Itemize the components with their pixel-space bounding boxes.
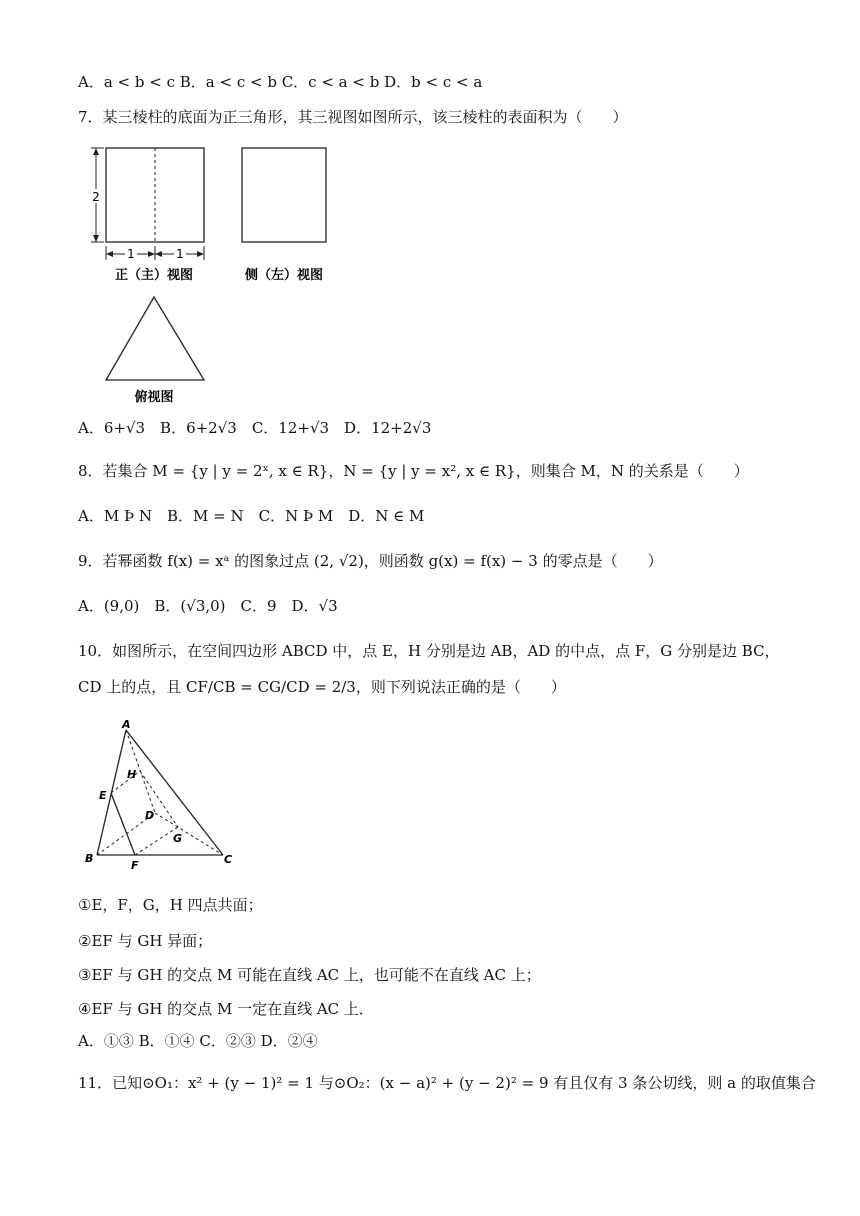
label-E: E bbox=[99, 789, 107, 802]
edge-DC bbox=[155, 813, 223, 855]
side-view-label: 侧（左）视图 bbox=[244, 268, 324, 283]
q8-stem-text: 8．若集合 M = {y | y = 2ˣ, x ∈ R}，N = {y | y = x², x ∈ R}，则集合 M，N 的关系是（ ） bbox=[78, 462, 749, 480]
label-G: G bbox=[173, 832, 183, 845]
q7-options-text: A．6+√3 B．6+2√3 C．12+√3 D．12+2√3 bbox=[78, 419, 432, 437]
q8-stem bbox=[78, 460, 749, 482]
q10-stem-2 bbox=[78, 676, 566, 698]
dim-left-label: 1 bbox=[127, 247, 135, 261]
q10-stem bbox=[78, 640, 780, 662]
q10-stem-text: 10．如图所示，在空间四边形 ABCD 中，点 E，H 分别是边 AB，AD 的中点，点 F，G 分别是边 BC， bbox=[78, 642, 780, 660]
top-view-triangle bbox=[106, 297, 204, 380]
q10-s1-text: ①E，F，G，H 四点共面； bbox=[78, 896, 263, 914]
edge-EF bbox=[111, 793, 135, 855]
q10-statement-4 bbox=[78, 998, 374, 1020]
label-D: D bbox=[145, 809, 155, 822]
q10-options bbox=[78, 1030, 318, 1052]
q10-s2-text: ②EF 与 GH 异面； bbox=[78, 932, 213, 950]
q11-stem-text: 11．已知⊙O₁：x² + (y − 1)² = 1 与⊙O₂：(x − a)² + (y − 2)² = 9 有且仅有 3 条公切线，则 a 的取值集合 bbox=[78, 1074, 816, 1092]
dim-height-label: 2 bbox=[92, 190, 100, 204]
edge-FG bbox=[135, 827, 178, 855]
q7-stem bbox=[78, 106, 628, 128]
side-view-rect bbox=[242, 148, 326, 242]
front-view-label: 正（主）视图 bbox=[114, 268, 194, 283]
q10-options-text: A．①③ B．①④ C．②③ D．②④ bbox=[78, 1032, 318, 1050]
q10-s3-text: ③EF 与 GH 的交点 M 可能在直线 AC 上，也可能不在直线 AC 上； bbox=[78, 966, 541, 984]
q10-tetrahedron-figure bbox=[80, 718, 250, 874]
q10-statement-2 bbox=[78, 930, 212, 952]
q6-options-text: A．a < b < c B．a < c < b C．c < a < b D．b < c < a bbox=[78, 73, 483, 91]
q8-options-text: A．M Þ N B．M = N C．N Þ M D．N ∈ M bbox=[78, 507, 425, 525]
label-C: C bbox=[224, 853, 233, 866]
q7-stem-text: 7．某三棱柱的底面为正三角形，其三视图如图所示，该三棱柱的表面积为（ ） bbox=[78, 108, 628, 126]
q9-options-text: A．(9,0) B．(√3,0) C．9 D．√3 bbox=[78, 597, 338, 615]
label-A: A bbox=[122, 718, 131, 731]
q10-statement-3 bbox=[78, 964, 541, 986]
q10-statement-1 bbox=[78, 894, 263, 916]
label-H: H bbox=[127, 768, 137, 781]
q11-stem bbox=[78, 1072, 816, 1094]
q6-options bbox=[78, 71, 482, 93]
top-view-label: 俯视图 bbox=[134, 390, 174, 405]
q10-stem2-text: CD 上的点，且 CF/CB = CG/CD = 2/3，则下列说法正确的是（ ） bbox=[78, 678, 566, 696]
q10-s4-text: ④EF 与 GH 的交点 M 一定在直线 AC 上． bbox=[78, 1000, 374, 1018]
label-F: F bbox=[131, 859, 139, 872]
q7-options bbox=[78, 417, 431, 439]
q7-three-view-figure bbox=[86, 140, 346, 410]
q9-options bbox=[78, 595, 338, 617]
q9-stem-text: 9．若幂函数 f(x) = xᵃ 的图象过点 (2, √2)，则函数 g(x) = f(x) − 3 的零点是（ ） bbox=[78, 552, 663, 570]
q8-options bbox=[78, 505, 424, 527]
label-B: B bbox=[85, 852, 94, 865]
dim-right-label: 1 bbox=[176, 247, 184, 261]
q9-stem bbox=[78, 550, 663, 572]
